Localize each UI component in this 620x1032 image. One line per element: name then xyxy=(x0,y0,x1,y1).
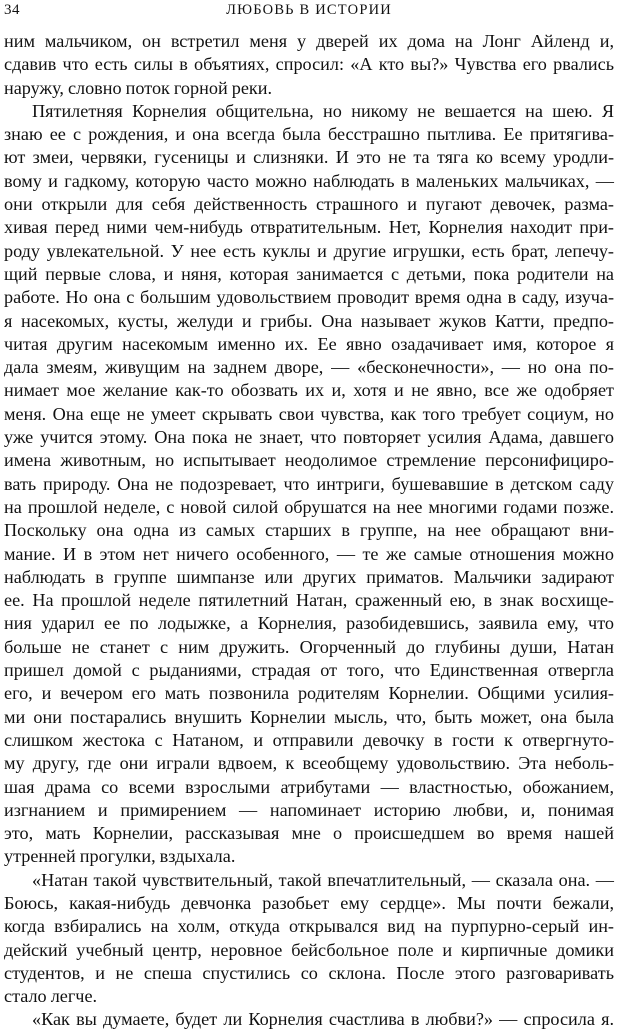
text-line: его, и вечером его мать позвонила родителям Корнелии. Общими усилия- xyxy=(4,683,614,704)
text-line: дейский учебный центр, неровное бейсбольное поле и кирпичные домики xyxy=(4,939,614,960)
text-line: наблюдать в группе шимпанзе или других приматов. Мальчики задирают xyxy=(4,566,614,587)
running-title: ЛЮБОВЬ В ИСТОРИИ xyxy=(226,2,392,18)
text-line: ми они постарались внушить Корнелии мысль, что, быть может, она была xyxy=(4,706,614,727)
text-line: дала змеям, живущим на заднем дворе, — «бесконечности», — но она по- xyxy=(4,357,614,378)
text-line: уже учится этому. Она пока не знает, что повторяет усилия Адама, давшего xyxy=(4,427,614,448)
text-line: щий первые слова, и няня, которая занимается с детьми, пока родители на xyxy=(4,263,614,284)
text-line: вому и гадкому, которую часто можно наблюдать в маленьких мальчиках, — xyxy=(4,170,614,191)
text-line: работе. Но она с большим удовольствием проводит время одна в саду, изуча- xyxy=(4,287,614,308)
body-text xyxy=(4,30,614,1032)
text-line: вать природу. Она не подозревает, что интриги, бушевавшие в детском саду xyxy=(4,473,614,494)
text-line: сдавив что есть силы в объятиях, спросил: «А кто вы?» Чувства его рвались xyxy=(4,54,614,75)
text-line: меня. Она еще не умеет скрывать свои чувства, как того требует социум, но xyxy=(4,403,614,424)
text-line: ее. На прошлой неделе пятилетний Натан, сраженный ею, в знак восхище- xyxy=(4,590,614,611)
text-line: ют змеи, червяки, гусеницы и слизняки. И это не та тяга ко всему уродли- xyxy=(4,147,614,168)
text-line: изгнанием и примирением — напоминает историю любви, и, понимая xyxy=(4,799,614,820)
text-line: они открыли для себя действенность страшного и пугают девочек, разма- xyxy=(4,194,614,215)
text-line: ния ударил ее по лодыжке, а Корнелия, разобидевшись, заявила ему, что xyxy=(4,613,614,634)
text-line: ним мальчиком, он встретил меня у дверей их дома на Лонг Айленд и, xyxy=(4,31,614,51)
text-line: на прошлой неделе, с новой силой обрушатся на нее многими годами позже. xyxy=(4,496,614,517)
text-line: шая драма со всеми взрослыми атрибутами — властностью, обожанием, xyxy=(4,776,614,797)
text-line: Пятилетняя Корнелия общительна, но никому не вешается на шею. Я xyxy=(32,100,614,121)
text-line: пришел домой с рыданиями, страдая от того, что Единственная отвергла xyxy=(4,660,614,681)
text-line: наружу, словно поток горной реки. xyxy=(4,77,273,98)
text-line: утренней прогулки, вздыхала. xyxy=(4,846,236,867)
text-line: «Как вы думаете, будет ли Корнелия счастлива в любви?» — спросила я. xyxy=(32,1009,614,1030)
text-line: Поскольку она одна из самых старших в группе, на нее обращают вни- xyxy=(4,520,614,541)
text-line: когда взбирались на холм, откуда открывался вид на пурпурно-серый ин- xyxy=(4,916,614,937)
text-line: слишком жестока с Натаном, и отправили девочку в гости к отвергнуто- xyxy=(4,729,614,750)
page-number: 34 xyxy=(4,2,20,18)
text-line: мание. И в этом нет ничего особенного, — те же самые отношения можно xyxy=(4,543,614,564)
text-line: роду увлекательной. У нее есть куклы и другие игрушки, есть брат, лепечу- xyxy=(4,240,614,261)
text-line: читая другим насекомым именно их. Ее явно озадачивает имя, которое я xyxy=(4,333,614,354)
text-line: имена животным, но испытывает неодолимое стремление персонифициро- xyxy=(4,450,614,471)
text-line: «Натан такой чувствительный, такой впечатлительный, — сказала она. — xyxy=(32,869,614,890)
text-line: студентов, и не спеша спустились со склона. После этого разговаривать xyxy=(4,962,614,983)
text-line: больше не станет с ним дружить. Огорченный до глубины души, Натан xyxy=(4,636,614,657)
text-line: стало легче. xyxy=(4,986,98,1007)
text-line: нимает мое желание как-то обозвать их и, хотя и не явно, все же одобряет xyxy=(4,380,614,401)
text-line: это, мать Корнелии, рассказывая мне о происшедшем во время нашей xyxy=(4,823,614,844)
text-line: знаю ее с рождения, и она всегда была бесстрашно пытлива. Ее притягива- xyxy=(4,124,614,145)
page-header xyxy=(4,2,614,24)
text-line: му другу, где они играли вдвоем, к всеобщему удовольствию. Эта неболь- xyxy=(4,753,614,774)
text-line: Боюсь, какая-нибудь девчонка разобьет ему сердце». Мы почти бежали, xyxy=(4,892,614,913)
text-line: хивая перед ними чем-нибудь отвратительным. Нет, Корнелия находит при- xyxy=(4,217,614,238)
text-line: я насекомых, кусты, желуди и грибы. Она называет жуков Катти, предпо- xyxy=(4,310,614,331)
